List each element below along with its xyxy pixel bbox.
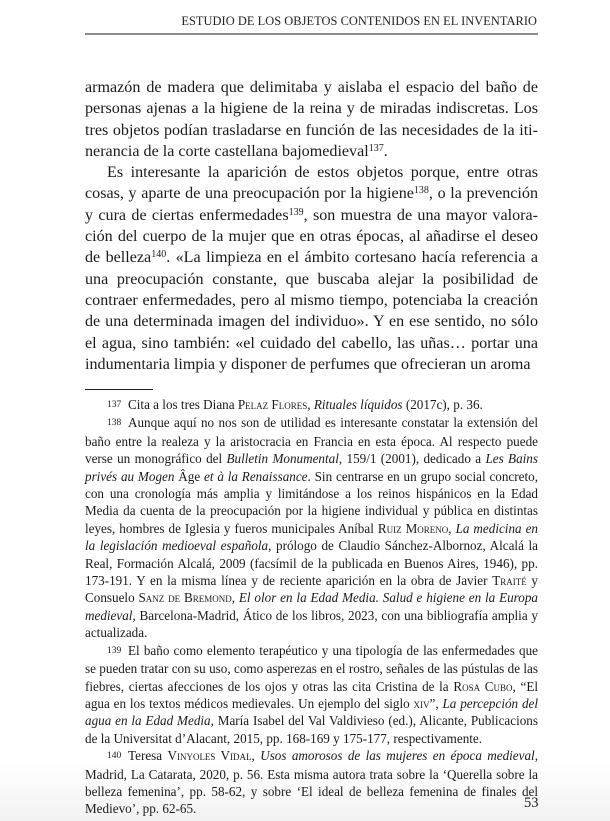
paragraph-text: . «La limpieza en el ámbito cortesano hacía referencia a una preocupación constante, que buscaba alejar la posibilidad de contraer enfermedades, pero al mismo tiempo, potenciaba la creación de una determinada imagen del individuo». Y en ese sentido, no sólo el agua, sino también: «el cuidado del cabello, las uñas… portar una indumentaria limpia y disponer de perfumes que ofrecieran un aroma — [85, 249, 539, 373]
work-title: et à la Renaissance — [204, 468, 308, 484]
footnote-140 — [85, 747, 538, 818]
work-title: Les Bains privés au Mogen — [85, 451, 538, 484]
work-title: Bulletin Monumental — [226, 451, 339, 467]
footnote-text: , 159/1 (2001), dedicado a — [338, 451, 486, 467]
paragraph-text: , o la prevención y cura de ciertas enfermedades — [85, 185, 539, 224]
footnote-ref-140[interactable]: 140 — [151, 249, 167, 261]
footnote-text: , — [231, 590, 239, 606]
author-name: Traité — [492, 573, 527, 589]
paragraph-1 — [85, 77, 538, 162]
footnote-text: El baño como elemento terapéutico y una tipología de las enfermedades que se pueden tratar con su uso, como asperezas en el rostro, señales de las pústulas de las fiebres, ciertas afecciones de los ojos y otras las cita Cristina de la — [85, 642, 538, 694]
author-name: Rosa Cubo — [453, 678, 513, 694]
work-title: Rituales líquidos — [313, 397, 403, 412]
century-numeral: xiv — [413, 695, 430, 711]
footnote-text: Aunque aquí no nos son de utilidad es interesante constatar la extensión del baño entre la realeza y la aristocracia en Francia en esta época. Al respecto puede verse un monográfico del — [85, 415, 538, 467]
footnote-139 — [85, 642, 538, 747]
footnote-text: , — [307, 397, 314, 412]
footnote-text: Âge — [174, 468, 205, 484]
paragraph-text: . — [383, 142, 388, 160]
footnote-ref-138[interactable]: 138 — [413, 185, 429, 197]
footnote-text: , Barcelona-Madrid, Ático de los libros, 2023, con una bibliografía amplia y actualizada. — [85, 607, 538, 641]
footnote-text: Teresa — [128, 748, 168, 764]
work-title: Usos amorosos de las mujeres en época medieval — [260, 748, 535, 764]
running-header: ESTUDIO DE LOS OBJETOS CONTENIDOS EN EL INVENTARIO — [181, 14, 537, 28]
paragraph-text: , son muestra de una mayor valoración del cuerpo de la mujer que en otras épocas, al añadirse el deseo de belleza — [85, 206, 538, 267]
work-title: La medicina en la legislación medioeval española — [85, 520, 538, 554]
paragraph-text: Es interesante la aparición de estos objetos porque, entre otras cosas, y aparte de una preocupación por la higiene — [85, 164, 538, 203]
footnote-text: , Madrid, La Catarata, 2020, p. 56. Esta misma autora trata sobre la ‘Querella sobre la belleza femenina’, pp. 58-62, y sobre ‘El ideal de belleza femenina de finales del Medievo’, pp. 62-65. — [85, 748, 538, 817]
main-text — [85, 77, 538, 375]
author-name: Ruiz Moreno — [377, 520, 449, 536]
footnote-text: y Consuelo — [85, 573, 538, 606]
footnote-ref-137[interactable]: 137 — [368, 142, 384, 154]
author-name: Sanz de Bremond — [138, 590, 232, 606]
header-rule — [85, 33, 538, 35]
footnote-text: (2017c), p. 36. — [402, 397, 483, 412]
footnote-ref-139[interactable]: 139 — [288, 206, 304, 218]
work-title: La percepción del agua en la Edad Media — [85, 695, 539, 729]
footnote-text: , María Isabel del Val Valdivieso (ed.), Alicante, Publicacions de la Universitat d’Alacant, 2015, pp. 168-169 y 175-177, respectivamente. — [85, 713, 538, 746]
page-number: 53 — [524, 795, 539, 811]
footnote-text: . Sin centrarse en un grupo social concreto, con una cronología más amplia y limitándose a los reinos hispánicos en la Edad Media da cuenta de la preocupación por la higiene individual y pública en distintas leyes, hombres de Iglesia y fueros municipales Aníbal — [85, 468, 538, 536]
footnote-text: , prólogo de Claudio Sánchez-Albornoz, Alcalá la Real, Formación Alcalá, 2009 (facsímil de la publicada en Buenos Aires, 1946), pp. 173-191. Y en la misma línea y de reciente aparición en la obra de Javier — [85, 538, 538, 589]
footnote-number: 140 — [107, 751, 122, 762]
footnote-number: 139 — [107, 645, 122, 656]
work-title: El olor en la Edad Media. Salud e higiene en la Europa medieval — [85, 590, 539, 623]
footnote-text: Cita a los tres Diana — [128, 397, 238, 412]
footnote-number: 138 — [107, 418, 122, 429]
footnote-text: , “El agua en los textos médicos medievales. Un ejemplo del siglo — [85, 678, 538, 711]
footnote-137 — [85, 396, 538, 414]
author-name: Pelaz Flores — [237, 397, 308, 412]
author-name: Vinyoles Vidal — [167, 748, 252, 764]
footnote-138 — [85, 414, 538, 641]
footnote-number: 137 — [107, 400, 122, 410]
footnote-separator — [85, 389, 153, 390]
footnote-text: , — [251, 748, 261, 764]
paragraph-text: armazón de madera que delimitaba y aislaba el espacio del baño de personas ajenas a la higiene de la reina y de miradas indiscretas. Los tres objetos podían trasladarse en función de las necesidades de la itinerancia de la corte castellana bajomedieval — [85, 79, 538, 160]
footnote-text: ”, — [429, 695, 443, 711]
footnotes — [85, 396, 538, 818]
footnote-text: , — [448, 520, 456, 536]
paragraph-2 — [85, 162, 538, 375]
